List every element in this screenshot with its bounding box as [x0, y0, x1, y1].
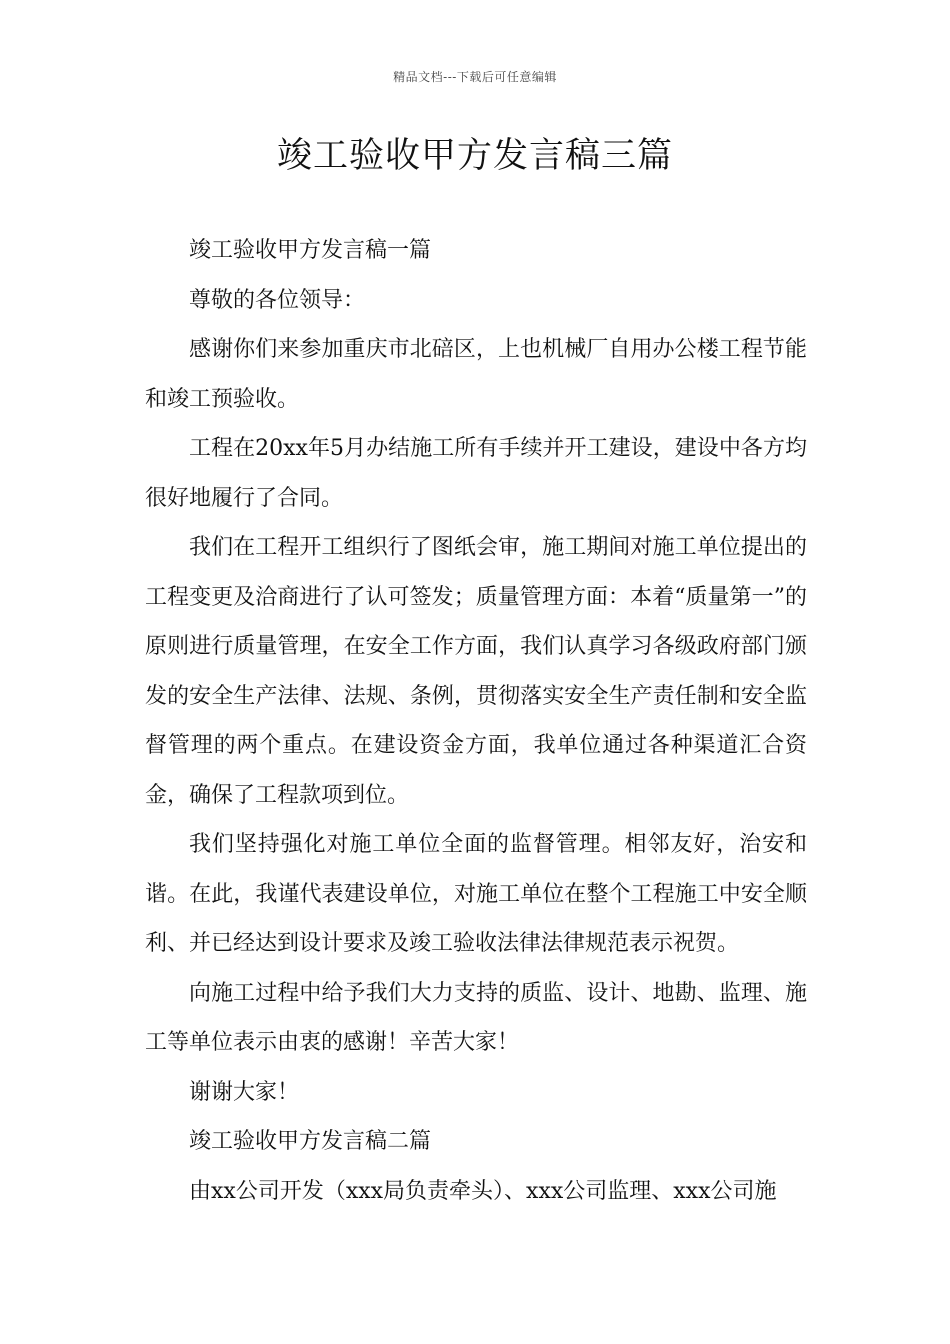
closing: 谢谢大家！ — [189, 1079, 300, 1105]
salutation: 尊敬的各位领导： — [189, 287, 366, 313]
paragraph: 我们坚持强化对施工单位全面的监督管理。相邻友好，治安和谐。在此，我谨代表建设单位，对施工单位在整个工程施工中安全顺利、并已经达到设计要求及竣工验收法律法律规范表示祝贺。 — [145, 832, 807, 956]
paragraph: 我们在工程开工组织行了图纸会审，施工期间对施工单位提出的工程变更及洽商进行了认可签发；质量管理方面：本着“质量第一”的原则进行质量管理，在安全工作方面，我们认真学习各级政府部门颁发的安全生产法律、法规、条例，贯彻落实安全生产责任制和安全监督管理的两个重点。在建设资金方面，我单位通过各种渠道汇合资金，确保了工程款项到位。 — [145, 535, 807, 808]
paragraph: 工程在20xx年5月办结施工所有手续并开工建设，建设中各方均很好地履行了合同。 — [145, 436, 807, 511]
document-body — [145, 226, 807, 1216]
paragraph: 由xx公司开发（xxx局负责牵头）、xxx公司监理、xxx公司施 — [189, 1178, 777, 1204]
section-heading-one: 竣工验收甲方发言稿一篇 — [189, 238, 432, 263]
header-note: 精品文档---下载后可任意编辑 — [393, 70, 557, 84]
paragraph: 向施工过程中给予我们大力支持的质监、设计、地勘、监理、施工等单位表示由衷的感谢！辛苦大家！ — [145, 980, 807, 1055]
paragraph: 感谢你们来参加重庆市北碚区，上也机械厂自用办公楼工程节能和竣工预验收。 — [145, 337, 807, 412]
section-heading-two: 竣工验收甲方发言稿二篇 — [189, 1129, 432, 1154]
document-title: 竣工验收甲方发言稿三篇 — [276, 136, 673, 176]
